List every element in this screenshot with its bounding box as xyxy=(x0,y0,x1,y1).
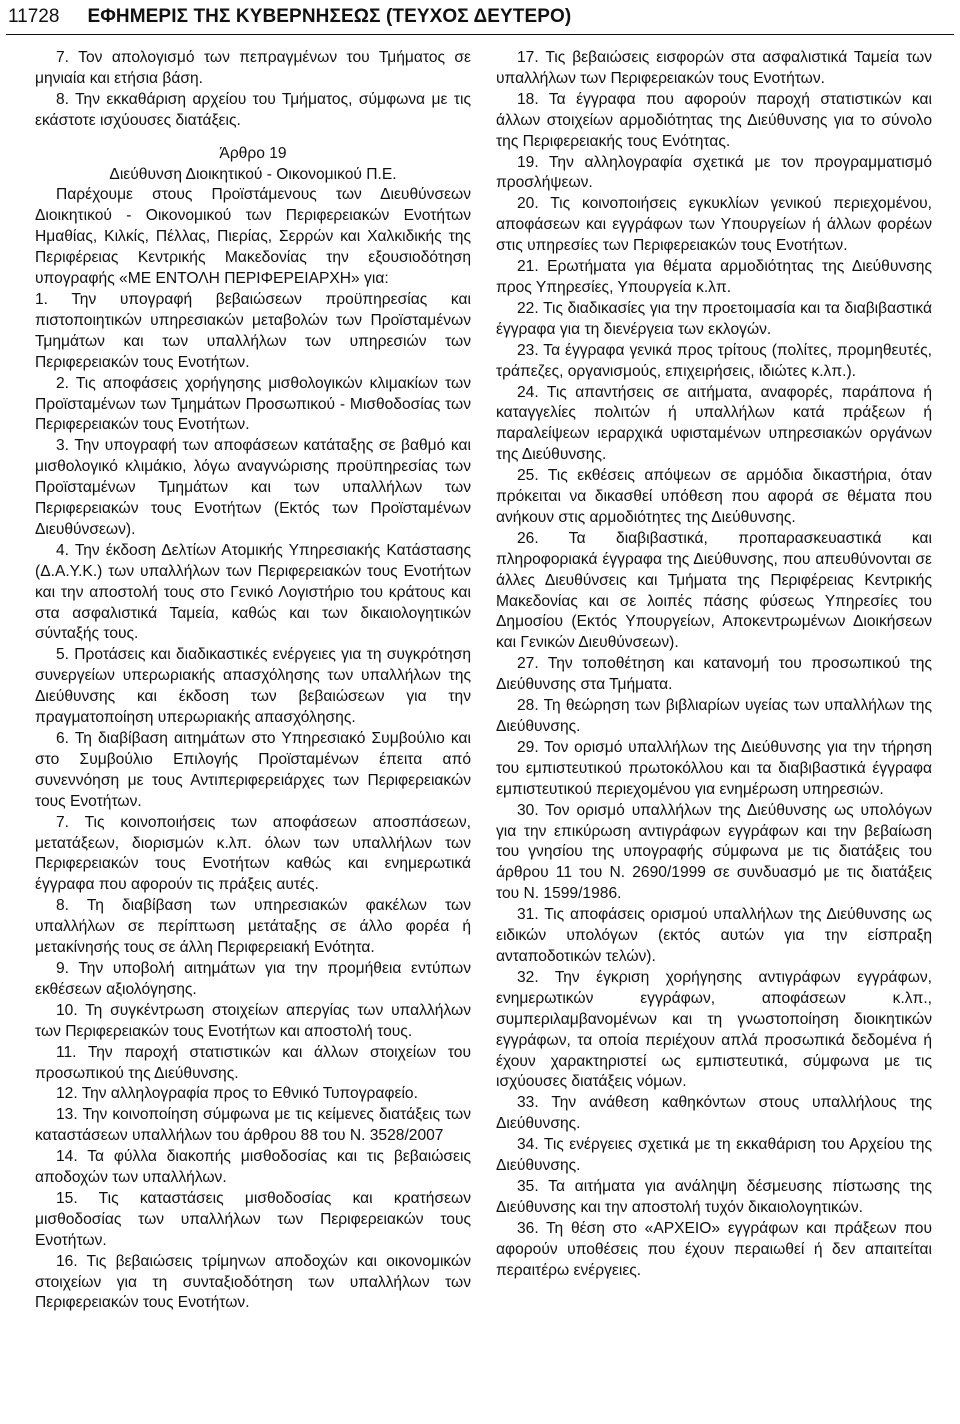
list-item: 2. Τις αποφάσεις χορήγησης μισθολογικών κλιμακίων των Προϊσταμένων των Τμημάτων Προσωπικού - Μισθοδοσίας των Περιφερειακών τους Ενοτήτων. xyxy=(35,374,471,434)
list-item: 24. Τις απαντήσεις σε αιτήματα, αναφορές, παράπονα ή καταγγελίες πολιτών ή υπαλλήλων κατά πράξεων ή παραλείψεων ιεραρχικά υφισταμένων υπηρεσιακών οργάνων της Διεύθυνσης. xyxy=(496,383,932,464)
list-item: 10. Τη συγκέντρωση στοιχείων απεργίας των υπαλλήλων των Περιφερειακών τους Ενοτήτων και αποστολή τους. xyxy=(35,1001,471,1040)
list-item: 5. Προτάσεις και διαδικαστικές ενέργειες για τη συγκρότηση συνεργείων υπερωριακής απασχόλησης των υπαλλήλων της Διεύθυνσης και έκδοση των βεβαιώσεων για την πραγματοποίηση υπερωριακής απασχόλησης. xyxy=(35,646,471,727)
list-item: 28. Τη θεώρηση των βιβλιαρίων υγείας των υπαλλήλων της Διεύθυνσης. xyxy=(496,697,932,735)
paragraph: 7. Τον απολογισμό των πεπραγμένων του Τμήματος σε μηνιαία και ετήσια βάση. xyxy=(35,49,471,87)
list-item: 19. Την αλληλογραφία σχετικά με τον προγραμματισμό προσλήψεων. xyxy=(496,153,932,192)
list-item: 21. Ερωτήματα για θέματα αρμοδιότητας της Διεύθυνσης προς Υπηρεσίες, Υπουργεία κ.λπ. xyxy=(496,258,932,296)
list-item: 11. Την παροχή στατιστικών και άλλων στοιχείων του προσωπικού της Διεύθυνσης. xyxy=(35,1043,471,1082)
page-header xyxy=(8,2,952,32)
page-number: 11728 xyxy=(8,6,60,27)
list-item: 8. Τη διαβίβαση των υπηρεσιακών φακέλων των υπαλλήλων σε περίπτωση μετάταξης σε άλλο φορέα ή μετακίνησής τους σε άλλη Περιφερειακή Ενότητα. xyxy=(35,897,471,957)
list-item: 4. Την έκδοση Δελτίων Ατομικής Υπηρεσιακής Κατάστασης (Δ.Α.Υ.Κ.) των υπαλλήλων των Περιφερειακών τους Ενοτήτων και την αποστολή τους στο Γενικό Λογιστήριο του κράτους και στα ασφαλιστικά Ταμεία, καθώς και των δικαιολογητικών σύνταξής τους. xyxy=(35,541,471,643)
list-item: 1. Την υπογραφή βεβαιώσεων προϋπηρεσίας και πιστοποιητικών υπηρεσιακών μεταβολών των Προϊσταμένων Τμημάτων και των υπαλλήλων των υπηρεσιών των Περιφερειακών τους Ενοτήτων. xyxy=(35,290,471,371)
header-rule xyxy=(6,34,954,35)
list-item: 17. Τις βεβαιώσεις εισφορών στα ασφαλιστικά Ταμεία των υπαλλήλων των Περιφερειακών τους Ενοτήτων. xyxy=(496,49,932,87)
list-item: 20. Τις κοινοποιήσεις εγκυκλίων γενικού περιεχομένου, αποφάσεων και εγγράφων των Υπουργείων ή άλλων φορέων στις υπηρεσίες των Περιφερειακών τους Ενοτήτων. xyxy=(496,195,932,255)
list-item: 18. Τα έγγραφα που αφορούν παροχή στατιστικών και άλλων στοιχείων αρμοδιότητας της Διεύθυνσης για το σύνολο της Περιφερειακής τους Ενότητας. xyxy=(496,90,932,150)
list-item: 25. Τις εκθέσεις απόψεων σε αρμόδια δικαστήρια, όταν πρόκειται να δικασθεί υπόθεση που αφορά σε θέματα που ανήκουν στις αρμοδιότητες της Διεύθυνσης. xyxy=(496,467,932,526)
left-column xyxy=(35,48,471,1314)
list-item: 7. Τις κοινοποιήσεις των αποφάσεων αποσπάσεων, μετατάξεων, διορισμών κ.λπ. όλων των υπαλλήλων των Περιφερειακών τους Ενοτήτων καθώς και ενημερωτικά έγγραφα που αφορούν τις πράξεις αυτές. xyxy=(35,813,471,894)
list-item: 3. Την υπογραφή των αποφάσεων κατάταξης σε βαθμό και μισθολογικό κλιμάκιο, λόγω αναγνώρισης προϋπηρεσίας των Προϊσταμένων Τμημάτων και των υπαλλήλων των Περιφερειακών τους Ενοτήτων (Εκτός των Προϊσταμένων Διευθύνσεων). xyxy=(35,437,471,538)
list-item: 12. Την αλληλογραφία προς το Εθνικό Τυπογραφείο. xyxy=(56,1085,418,1103)
list-item: 30. Τον ορισμό υπαλλήλων της Διεύθυνσης ως υπολόγων για την επικύρωση αντιγράφων εγγράφων και την βεβαίωση του γνησίου της υπογραφής σύμφωνα με τις διατάξεις του άρθρου 11 του Ν. 2690/1999 σε συνδυασμό με τις διατάξεις του Ν. 1599/1986. xyxy=(496,801,932,903)
list-item: 29. Τον ορισμό υπαλλήλων της Διεύθυνσης για την τήρηση του εμπιστευτικού πρωτοκόλλου και τα διαβιβαστικά έγγραφα εμπιστευτικού περιεχομένου για ενημέρωση υπηρεσιών. xyxy=(496,738,932,798)
list-item: 14. Τα φύλλα διακοπής μισθοδοσίας και τις βεβαιώσεις αποδοχών των υπαλλήλων. xyxy=(35,1148,471,1187)
article-title: Άρθρο 19 xyxy=(219,144,287,162)
list-item: 22. Τις διαδικασίες για την προετοιμασία και τα διαβιβαστικά έγγραφα για τη διενέργεια των εκλογών. xyxy=(496,299,932,338)
list-item: 9. Την υποβολή αιτημάτων για την προμήθεια εντύπων εκθέσεων αξιολόγησης. xyxy=(35,959,471,998)
list-item: 16. Τις βεβαιώσεις τρίμηνων αποδοχών και οικονομικών στοιχείων για τη συνταξιοδότηση των υπαλλήλων των Περιφερειακών τους Ενοτήτων. xyxy=(35,1252,471,1312)
list-item: 34. Τις ενέργειες σχετικά με τη εκκαθάριση του Αρχείου της Διεύθυνσης. xyxy=(496,1136,932,1175)
list-item: 26. Τα διαβιβαστικά, προπαρασκευαστικά και πληροφοριακά έγγραφα της Διεύθυνσης, που απευθύνονται σε άλλες Διευθύνσεις και Τμήματα της Περιφέρειας Κεντρικής Μακεδονίας και σε λοιπές πάσης φύσεως Υπηρεσίες του Δημοσίου (Εκτός Υπουργείων, Αποκεντρωμένων Διοικήσεων και Γενικών Διευθύνσεων). xyxy=(496,529,932,652)
gazette-title: ΕΦΗΜΕΡΙΣ ΤΗΣ ΚΥΒΕΡΝΗΣΕΩΣ (ΤΕΥΧΟΣ ΔΕΥΤΕΡΟ) xyxy=(87,6,572,27)
paragraph: 8. Την εκκαθάριση αρχείου του Τμήματος, σύμφωνα με τις εκάστοτε ισχύουσες διατάξεις. xyxy=(35,90,471,129)
list-item: 27. Την τοποθέτηση και κατανομή του προσωπικού της Διεύθυνσης στα Τμήματα. xyxy=(496,655,932,694)
list-item: 6. Τη διαβίβαση αιτημάτων στο Υπηρεσιακό Συμβούλιο και στο Συμβούλιο Επιλογής Προϊσταμένων έπειτα από συνεννόηση με τους Αντιπεριφερειάρχες των Περιφερειακών τους Ενοτήτων. xyxy=(35,730,471,810)
list-item: 13. Την κοινοποίηση σύμφωνα με τις κείμενες διατάξεις των καταστάσεων υπαλλήλων του άρθρου 88 του Ν. 3528/2007 xyxy=(35,1106,471,1145)
list-item: 31. Τις αποφάσεις ορισμού υπαλλήλων της Διεύθυνσης ως ειδικών υπολόγων (εκτός αυτών για την είσπραξη ανταποδοτικών τελών). xyxy=(496,906,932,965)
intro-paragraph: Παρέχουμε στους Προϊστάμενους των Διευθύνσεων Διοικητικού - Οικονομικού των Περιφερειακών Ενοτήτων Ημαθίας, Κιλκίς, Πέλλας, Πιερίας, Σερρών και Χαλκιδικής της Περιφέρειας Κεντρικής Μακεδονίας την εξουσιοδότηση υπογραφής «ΜΕ ΕΝΤΟΛΗ ΠΕΡΙΦΕΡΕΙΑΡΧΗ» για: xyxy=(35,186,471,288)
list-item: 35. Τα αιτήματα για ανάληψη δέσμευσης πίστωσης της Διεύθυνσης και την αποστολή τυχόν δικαιολογητικών. xyxy=(496,1177,932,1216)
list-item: 33. Την ανάθεση καθηκόντων στους υπαλλήλους της Διεύθυνσης. xyxy=(496,1094,932,1133)
right-column xyxy=(496,48,932,1281)
list-item: 36. Τη θέση στο «ΑΡΧΕΙΟ» εγγράφων και πράξεων που αφορούν υποθέσεις που έχουν περαιωθεί ή δεν απαιτείται περαιτέρω ενέργειες. xyxy=(496,1219,932,1279)
article-subtitle: Διεύθυνση Διοικητικού - Οικονομικού Π.Ε. xyxy=(109,165,397,183)
list-item: 23. Τα έγγραφα γενικά προς τρίτους (πολίτες, προμηθευτές, τράπεζες, οργανισμούς, επιχειρήσεις, ιδιώτες κ.λπ.). xyxy=(496,341,932,380)
list-item: 15. Τις καταστάσεις μισθοδοσίας και κρατήσεων μισθοδοσίας των υπαλλήλων των Περιφερειακών τους Ενοτήτων. xyxy=(35,1189,471,1249)
list-item: 32. Την έγκριση χορήγησης αντιγράφων εγγράφων, ενημερωτικών εγγράφων, αποφάσεων κ.λπ., συμπεριλαμβανομένων και τη γνωστοποίηση διοικητικών εγγράφων, τα οποία περιέχουν απλά προσωπικά δεδομένα ή έχουν χαρακτηριστεί ως εμπιστευτικά, σύμφωνα με τις ισχύουσες διατάξεις νόμων. xyxy=(496,968,932,1091)
